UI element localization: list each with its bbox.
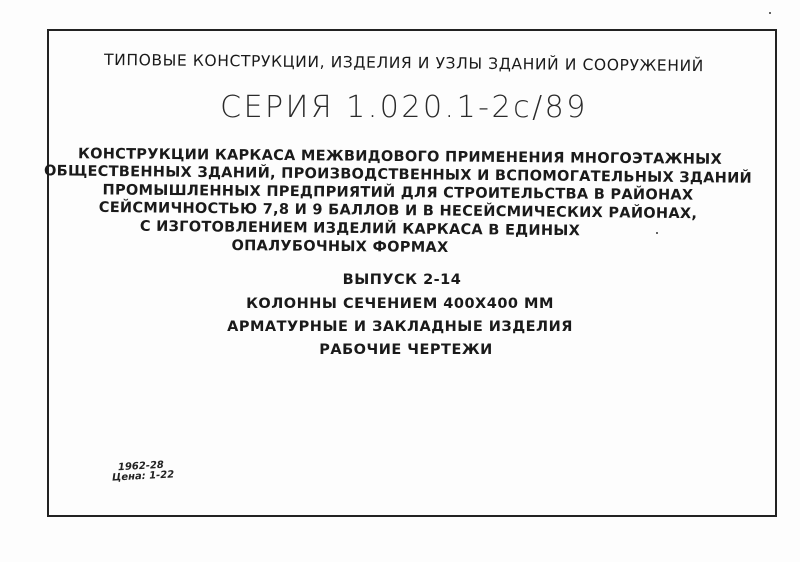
- scan-speck: [656, 232, 658, 234]
- issue-content: АРМАТУРНЫЕ И ЗАКЛАДНЫЕ ИЗДЕЛИЯ: [227, 319, 573, 335]
- description-line: ОПАЛУБОЧНЫХ ФОРМАХ: [231, 238, 449, 256]
- issue-number: ВЫПУСК 2-14: [342, 272, 462, 288]
- issue-subject: КОЛОННЫ СЕЧЕНИЕМ 400Х400 ММ: [246, 296, 554, 312]
- description-line: СЕЙСМИЧНОСТЬЮ 7,8 И 9 БАЛЛОВ И В НЕСЕЙСМИЧЕСКИХ РАЙОНАХ,: [98, 199, 698, 223]
- stamp-code: 1962-28: [117, 459, 165, 474]
- issue-type: РАБОЧИЕ ЧЕРТЕЖИ: [319, 342, 493, 358]
- description-line: ПРОМЫШЛЕННЫХ ПРЕДПРИЯТИЙ ДЛЯ СТРОИТЕЛЬСТВА В РАЙОНАХ: [102, 182, 694, 204]
- document-header: ТИПОВЫЕ КОНСТРУКЦИИ, ИЗДЕЛИЯ И УЗЛЫ ЗДАНИЙ И СООРУЖЕНИЙ: [104, 50, 704, 76]
- description-line: ОБЩЕСТВЕННЫХ ЗДАНИЙ, ПРОИЗВОДСТВЕННЫХ И ВСПОМОГАТЕЛЬНЫХ ЗДАНИЙ: [43, 163, 753, 187]
- description-line: С ИЗГОТОВЛЕНИЕМ ИЗДЕЛИЙ КАРКАСА В ЕДИНЫХ: [139, 218, 581, 240]
- scan-speck: [769, 12, 771, 14]
- stamp-price: Цена: 1-22: [111, 469, 175, 484]
- series-title: СЕРИЯ 1.020.1-2с/89: [220, 90, 588, 125]
- description-line: КОНСТРУКЦИИ КАРКАСА МЕЖВИДОВОГО ПРИМЕНЕНИЯ МНОГОЭТАЖНЫХ: [77, 146, 723, 168]
